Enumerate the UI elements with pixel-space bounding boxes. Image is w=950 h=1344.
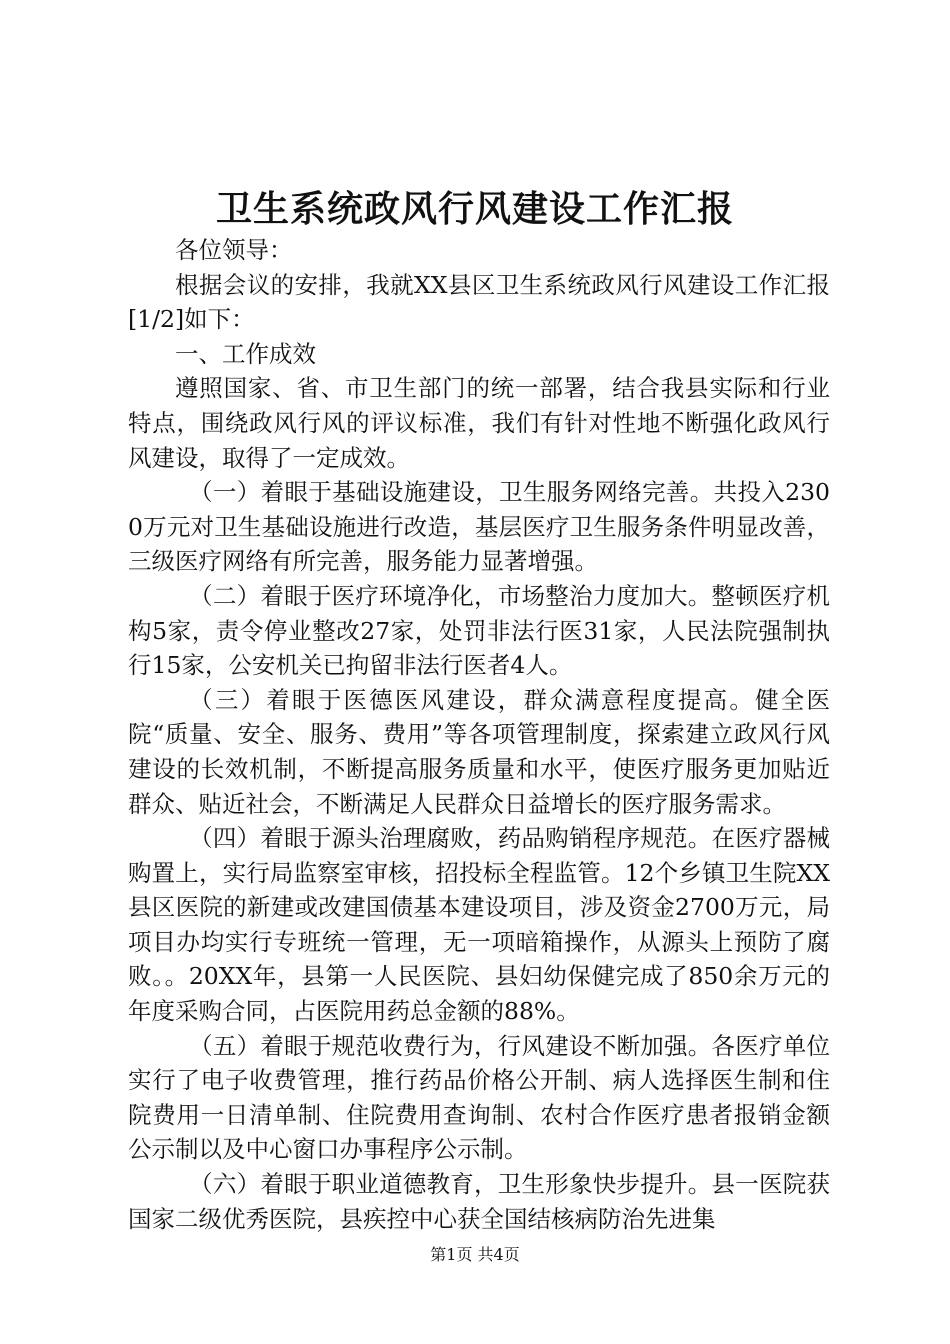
section-heading: 一、工作成效 [175, 339, 316, 368]
item-2-paragraph: （二）着眼于医疗环境净化，市场整治力度加大。整顿医疗机构5家，责令停业整改27家，处罚非法行医31家，人民法院强制执行15家，公安机关已拘留非法行医者4人。 [128, 581, 830, 680]
item-1-paragraph: （一）着眼于基础设施建设，卫生服务网络完善。共投入2300万元对卫生基础设施进行改造，基层医疗卫生服务条件明显改善，三级医疗网络有所完善，服务能力显著增强。 [128, 478, 830, 576]
page-number: 第1页 共4页 [430, 1245, 520, 1264]
document-title: 卫生系统政风行风建设工作汇报 [215, 188, 734, 230]
salutation: 各位领导： [175, 236, 293, 264]
overview-paragraph: 遵照国家、省、市卫生部门的统一部署，结合我县实际和行业特点，围绕政风行风的评议标准，我们有针对性地不断强化政风行风建设，取得了一定成效。 [128, 374, 830, 472]
item-6-paragraph: （六）着眼于职业道德教育，卫生形象快步提升。县一医院获国家二级优秀医院，县疾控中心获全国结核病防治先进集 [128, 1170, 830, 1233]
item-3-paragraph: （三）着眼于医德医风建设，群众满意程度提高。健全医院“质量、安全、服务、费用”等各项管理制度，探索建立政风行风建设的长效机制，不断提高服务质量和水平，使医疗服务更加贴近群众、贴近社会，不断满足人民群众日益增长的医疗服务需求。 [128, 685, 830, 818]
intro-paragraph: 根据会议的安排，我就XX县区卫生系统政风行风建设工作汇报[1/2]如下： [128, 270, 830, 334]
item-5-paragraph: （五）着眼于规范收费行为，行风建设不断加强。各医疗单位实行了电子收费管理，推行药品价格公开制、病人选择医生制和住院费用一日清单制、住院费用查询制、农村合作医疗患者报销金额公示制以及中心窗口办事程序公示制。 [128, 1031, 830, 1164]
item-4-paragraph: （四）着眼于源头治理腐败，药品购销程序规范。在医疗器械购置上，实行局监察室审核，招投标全程监管。12个乡镇卫生院XX县区医院的新建或改建国债基本建设项目，涉及资金2700万元，局项目办均实行专班统一管理，无一项暗箱操作，从源头上预防了腐败。。20XX年，县第一人民医院、县妇幼保健完成了850余万元的年度采购合同，占医院用药总金额的88%。 [128, 824, 830, 1026]
document-body [128, 233, 830, 1236]
